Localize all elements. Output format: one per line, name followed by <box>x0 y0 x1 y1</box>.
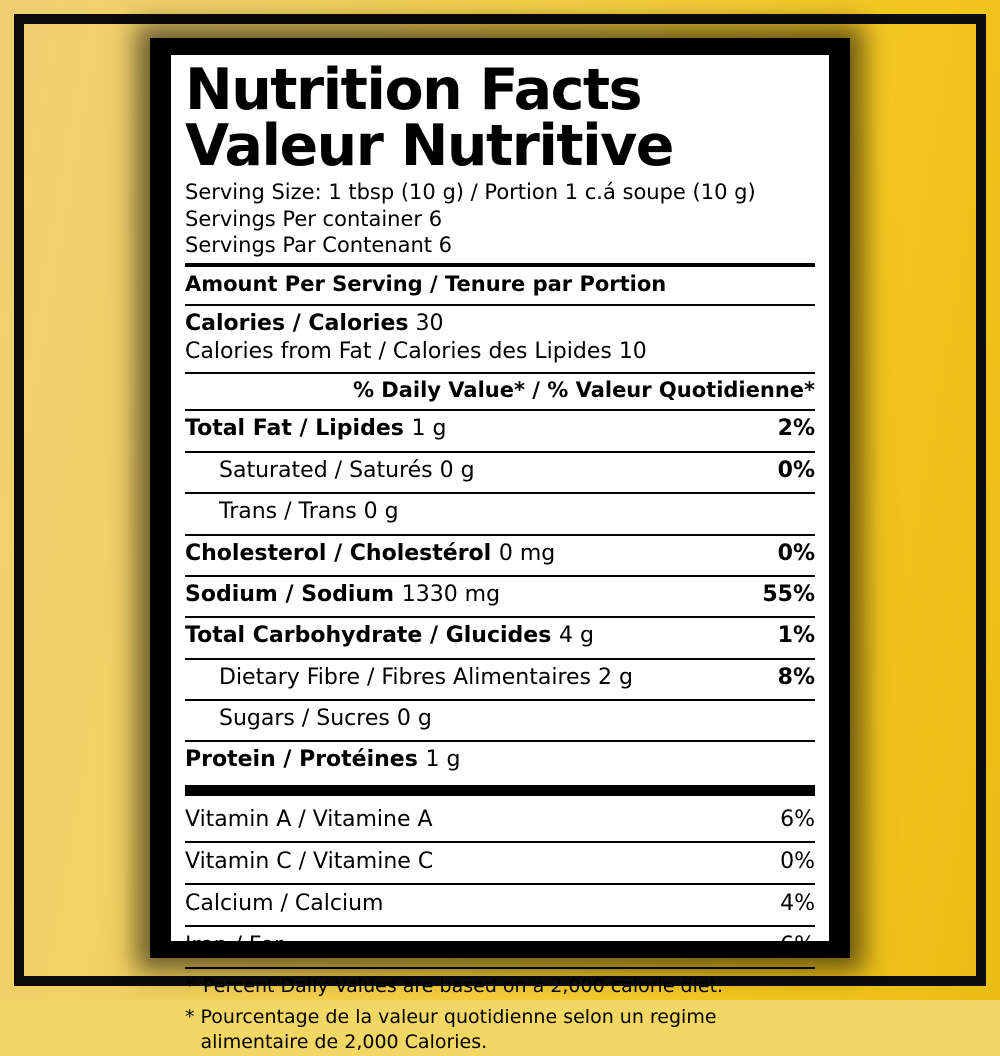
nutrient-amount: 0 mg <box>498 540 556 566</box>
panel-title-french: Valeur Nutritive <box>185 112 673 179</box>
servings-per-container-fr: Servings Par Contenant 6 <box>185 233 453 258</box>
nutrient-dv: 2% <box>777 416 815 442</box>
table-row <box>185 701 815 737</box>
vitamin-dv: 6% <box>780 932 815 958</box>
nutrient-name <box>185 582 500 608</box>
nutrient-label: Saturated / Saturés <box>219 457 433 483</box>
table-row <box>185 660 815 696</box>
footnote-french <box>185 1000 815 1056</box>
serving-size-line: Serving Size: 1 tbsp (10 g) / Portion 1 c.á soupe (10 g) <box>185 179 756 204</box>
nutrient-label: Cholesterol / Cholestérol <box>185 540 492 566</box>
table-row <box>185 411 815 447</box>
table-row <box>185 801 815 838</box>
nutrient-dv: 0% <box>777 540 815 566</box>
calories-block <box>185 306 815 369</box>
nutrient-amount: 4 g <box>558 623 594 649</box>
nutrient-name <box>219 706 432 732</box>
divider-before-vitamins <box>185 785 815 796</box>
table-row <box>185 494 815 530</box>
vitamin-label: Iron / Fer <box>185 932 283 958</box>
nutrient-dv: 0% <box>777 457 815 483</box>
nutrient-label: Trans / Trans <box>219 499 357 525</box>
panel-title-english: Nutrition Facts <box>185 57 642 123</box>
nutrient-amount: 0 g <box>396 706 432 732</box>
vitamin-label: Calcium / Calcium <box>185 890 384 916</box>
calories-from-fat-line: Calories from Fat / Calories des Lipides 10 <box>185 338 647 364</box>
nutrition-facts-panel <box>166 50 834 1054</box>
vitamin-dv: 4% <box>780 890 815 916</box>
footnote-french-text: Pourcentage de la valeur quotidienne selon un regime alimentaire de 2,000 Calories. <box>200 1005 717 1054</box>
nutrient-label: Total Carbohydrate / Glucides <box>185 623 552 649</box>
calories-line <box>185 310 815 338</box>
footnote-english <box>185 969 815 1000</box>
nutrient-label: Sugars / Sucres <box>219 706 390 732</box>
nutrient-name <box>185 416 446 442</box>
daily-value-header: % Daily Value* / % Valeur Quotidienne* <box>352 378 815 403</box>
footnote-star: * <box>185 1005 195 1028</box>
vitamin-dv: 6% <box>780 806 815 832</box>
table-row <box>185 536 815 572</box>
nutrient-name <box>219 458 475 484</box>
table-row <box>185 742 815 778</box>
nutrient-dv: 8% <box>777 664 815 690</box>
nutrient-amount: 0 g <box>363 499 399 525</box>
nutrient-name <box>219 499 399 525</box>
table-row <box>185 618 815 654</box>
nutrient-label: Sodium / Sodium <box>185 581 395 607</box>
nutrient-name <box>219 665 633 691</box>
nutrient-amount: 0 g <box>439 457 475 483</box>
amount-per-serving-row: Amount Per Serving / Tenure par Portion <box>185 272 667 297</box>
nutrient-label: Protein / Protéines <box>185 747 418 773</box>
nutrient-dv: 1% <box>777 623 815 649</box>
nutrient-name <box>185 541 555 567</box>
calories-value: 30 <box>415 311 444 337</box>
nutrient-label: Dietary Fibre / Fibres Alimentaires <box>219 664 592 690</box>
nutrient-name <box>185 747 460 773</box>
table-row <box>185 843 815 880</box>
footnote-english-text: Percent Daily Values are based on a 2,000 calorie diet. <box>203 974 724 997</box>
nutrient-amount: 1330 mg <box>401 581 501 607</box>
table-row <box>185 927 815 964</box>
footnote-star: * <box>185 974 195 997</box>
nutrient-name <box>185 623 594 649</box>
table-row <box>185 885 815 922</box>
vitamin-dv: 0% <box>780 848 815 874</box>
nutrient-amount: 2 g <box>598 664 633 690</box>
table-row <box>185 577 815 613</box>
nutrient-dv: 55% <box>762 581 815 607</box>
vitamin-label: Vitamin C / Vitamine C <box>185 848 434 874</box>
nutrient-label: Total Fat / Lipides <box>185 416 404 442</box>
servings-per-container-en: Servings Per container 6 <box>185 206 443 231</box>
vitamin-label: Vitamin A / Vitamine A <box>185 806 433 832</box>
calories-label: Calories / Calories <box>185 311 409 337</box>
nutrient-amount: 1 g <box>411 416 447 442</box>
nutrient-amount: 1 g <box>425 747 461 773</box>
table-row <box>185 453 815 489</box>
